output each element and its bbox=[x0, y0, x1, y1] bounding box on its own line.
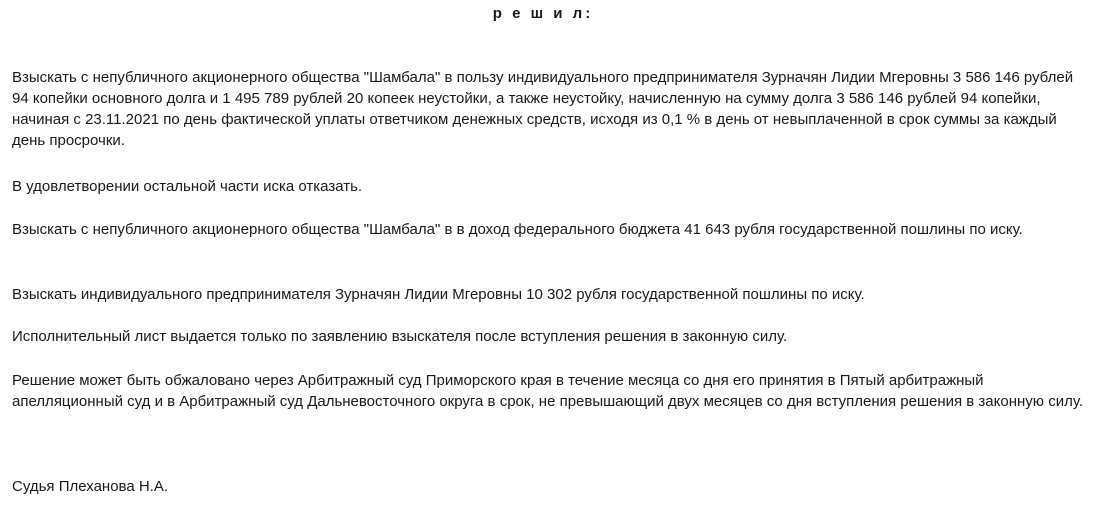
paragraph-appeal-procedure: Решение может быть обжаловано через Арбитражный суд Приморского края в течение месяца со дня его принятия в Пятый арбитражный апелляционный суд и в Арбитражный суд Дальневосточного округа в срок, не превышающий двух месяцев со дня вступления решения в законную силу. bbox=[12, 372, 1083, 410]
paragraph-state-duty-defendant: Взыскать с непубличного акционерного общества "Шамбала" в в доход федерального бюджета 41 643 рубля государственной пошлины по иску. bbox=[12, 221, 1023, 238]
paragraph-writ-of-execution: Исполнительный лист выдается только по заявлению взыскателя после вступления решения в законную силу. bbox=[12, 328, 788, 345]
judge-signature: Судья Плеханова Н.А. bbox=[12, 478, 169, 495]
paragraph-recovery-main-debt: Взыскать с непубличного акционерного общества "Шамбала" в пользу индивидуального предпринимателя Зурначян Лидии Мгеровны 3 586 146 рублей 94 копейки основного долга и 1 495 789 рублей 20 копеек неустойки, а также неустойку, начисленную на сумму долга 3 586 146 рублей 94 копейки, начиная с 23.11.2021 по день фактической уплаты ответчиком денежных средств, исходя из 0,1 % в день от невыплаченной в срок суммы за каждый день просрочки. bbox=[12, 69, 1074, 149]
paragraph-state-duty-plaintiff: Взыскать индивидуального предпринимателя Зурначян Лидии Мгеровны 10 302 рубля государственной пошлины по иску. bbox=[12, 286, 865, 303]
paragraph-claim-denied: В удовлетворении остальной части иска отказать. bbox=[12, 178, 363, 195]
decision-heading: р е ш и л: bbox=[492, 5, 594, 22]
